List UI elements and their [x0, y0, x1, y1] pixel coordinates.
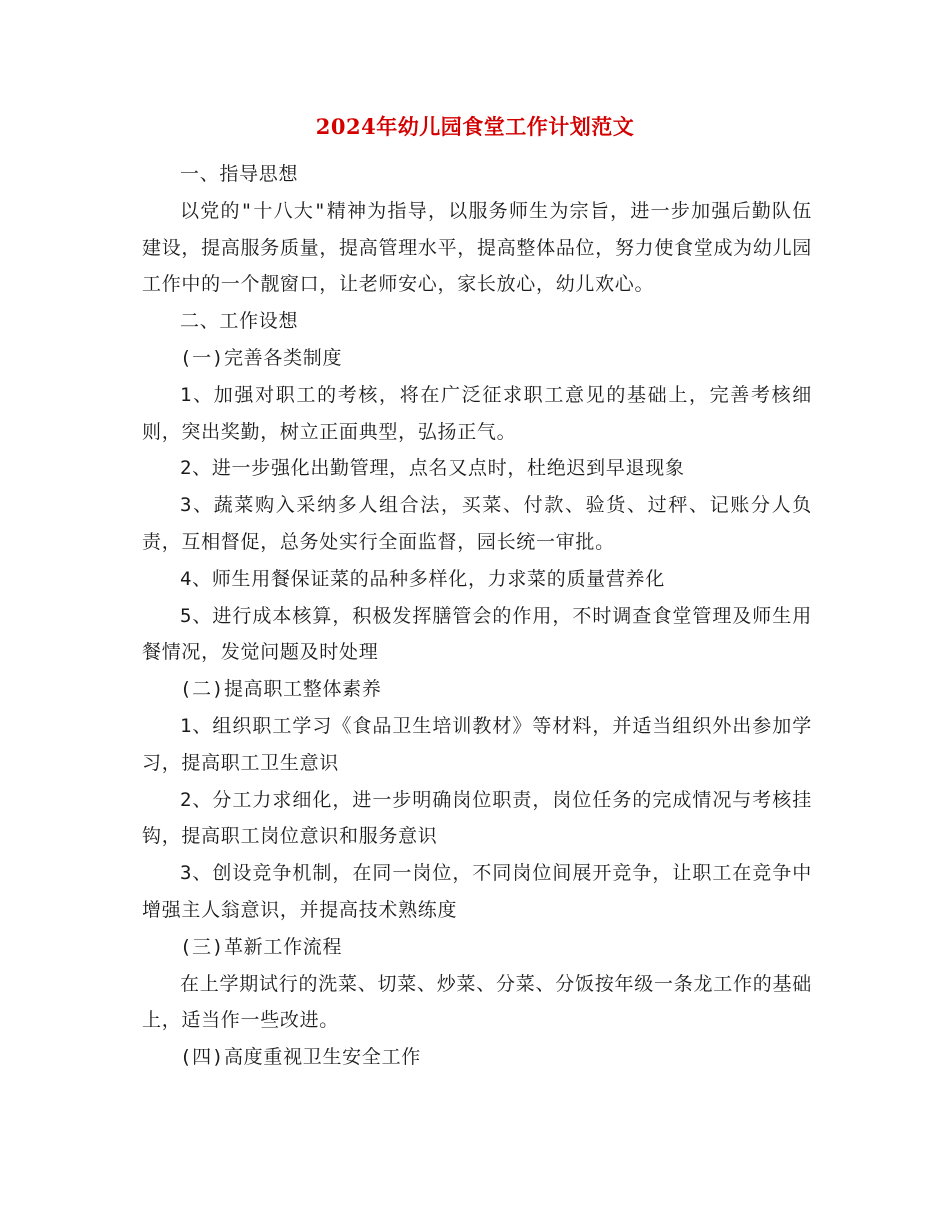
- list-item-staff-1: 1、组织职工学习《食品卫生培训教材》等材料，并适当组织外出参加学习，提高职工卫生意识: [142, 714, 812, 774]
- list-item-rule-3: 3、蔬菜购入采纳多人组合法，买菜、付款、验货、过秤、记账分人负责，互相督促，总务处实行全面监督，园长统一审批。: [142, 494, 812, 553]
- section-heading-work-plan: 二、工作设想: [180, 310, 299, 333]
- paragraph-guiding-ideology: 以党的"十八大"精神为指导，以服务师生为宗旨，进一步加强后勤队伍建设，提高服务质量，提高管理水平，提高整体品位，努力使食堂成为幼儿园工作中的一个靓窗口，让老师安心，家长放心，幼儿欢心。: [142, 199, 812, 296]
- section-heading-guiding-ideology: 一、指导思想: [180, 163, 299, 185]
- subsection-heading-rules: (一)完善各类制度: [180, 346, 343, 369]
- list-item-rule-4: 4、师生用餐保证菜的品种多样化，力求菜的质量营养化: [180, 567, 665, 590]
- list-item-staff-3: 3、创设竞争机制，在同一岗位，不同岗位间展开竞争，让职工在竞争中增强主人翁意识，并提高技术熟练度: [142, 862, 812, 921]
- list-item-staff-2: 2、分工力求细化，进一步明确岗位职责，岗位任务的完成情况与考核挂钩，提高职工岗位意识和服务意识: [142, 788, 812, 848]
- list-item-rule-5: 5、进行成本核算，积极发挥膳管会的作用，不时调查食堂管理及师生用餐情况，发觉问题及时处理: [142, 604, 812, 664]
- subsection-heading-staff-quality: (二)提高职工整体素养: [180, 678, 382, 701]
- document-title: 2024年幼儿园食堂工作计划范文: [315, 114, 635, 139]
- subsection-heading-hygiene-safety: (四)高度重视卫生安全工作: [180, 1046, 421, 1069]
- document-body: [142, 156, 812, 1076]
- paragraph-workflow: 在上学期试行的洗菜、切菜、炒菜、分菜、分饭按年级一条龙工作的基础上，适当作一些改进。: [142, 972, 812, 1032]
- subsection-heading-workflow: (三)革新工作流程: [180, 935, 343, 958]
- list-item-rule-1: 1、加强对职工的考核，将在广泛征求职工意见的基础上，完善考核细则，突出奖勤，树立正面典型，弘扬正气。: [142, 383, 812, 443]
- list-item-rule-2: 2、进一步强化出勤管理，点名又点时，杜绝迟到早退现象: [180, 457, 685, 480]
